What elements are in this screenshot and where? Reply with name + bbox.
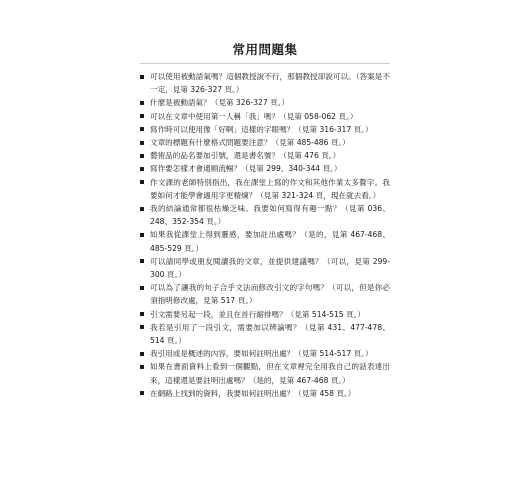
bullet-icon (140, 325, 144, 329)
bullet-icon (140, 259, 144, 263)
faq-item-text: 寫作時可以使用像「好啊」這樣的字眼嗎？（見第 316-317 頁。） (150, 124, 373, 134)
page-title: 常用問題集 (140, 40, 390, 64)
faq-item-text: 在網路上找到的資料，我要如何註明出處？（見第 458 頁。） (150, 388, 356, 398)
bullet-icon (140, 312, 144, 316)
faq-item (140, 281, 390, 307)
faq-item-text: 可以請同學或朋友閱讀我的文章，並提供建議嗎？（可以，見第 299-300 頁。） (150, 256, 390, 280)
bullet-icon (140, 352, 144, 356)
faq-item (140, 70, 390, 96)
faq-item-text: 可以使用被動語氣嗎？這個教授說不行，那個教授卻說可以。（答案是不一定，見第 326-327 頁。） (150, 72, 390, 95)
faq-item (140, 202, 390, 228)
faq-item-text: 作文課的老師特別指出，我在課堂上寫的作文和其他作業太多贅字。我要如何才能學會適用字更精煉？（見第 321-324 頁，現在就去看。） (150, 177, 390, 200)
faq-item-text: 我的結論通常都很枯燥乏味。我要如何寫得有趣一點？（見第 036、248、352-354 頁。） (150, 204, 390, 227)
bullet-icon (140, 141, 144, 145)
faq-item-text: 引文需要另起一段，並且在首行縮排嗎？（見第 514-515 頁。） (150, 309, 366, 319)
faq-item (140, 176, 390, 202)
faq-item (140, 149, 390, 162)
faq-page (140, 40, 390, 400)
faq-item (140, 228, 390, 254)
faq-item (140, 255, 390, 281)
bullet-icon (140, 167, 144, 171)
bullet-icon (140, 101, 144, 105)
faq-item (140, 123, 390, 136)
faq-item-text: 我引用或是概述的內容，要如何註明出處？（見第 514-517 頁。） (150, 349, 373, 359)
faq-item-text: 藝術品的品名要加引號，還是書名號？（見第 476 頁。） (150, 151, 341, 161)
bullet-icon (140, 391, 144, 395)
bullet-icon (140, 233, 144, 237)
faq-item (140, 162, 390, 175)
faq-item (140, 387, 390, 400)
faq-item (140, 96, 390, 109)
faq-item-text: 如果在書面資料上看到一個觀點，但在文章裡完全用我自己的話表達出來，這樣還是要註明出處嗎？（是的，見第 467-468 頁。） (150, 362, 390, 385)
bullet-icon (140, 154, 144, 158)
bullet-icon (140, 286, 144, 290)
faq-list (140, 70, 390, 400)
faq-item (140, 136, 390, 149)
bullet-icon (140, 127, 144, 131)
faq-item (140, 321, 390, 347)
bullet-icon (140, 75, 144, 79)
faq-item (140, 360, 390, 386)
faq-item-text: 寫作要怎樣才會通順流暢？（見第 299、340-344 頁。） (150, 164, 342, 174)
faq-item (140, 347, 390, 360)
faq-item-text: 我若是引用了一段引文，需要加以辨論嗎？（見第 431、477-478、514 頁。） (150, 322, 390, 346)
faq-item-text: 文章的標題有什麼格式問題要注意？（見第 485-486 頁。） (150, 138, 350, 148)
faq-item-text: 可以在文章中使用第一人稱「我」嗎？（見第 058-062 頁。） (150, 111, 358, 121)
bullet-icon (140, 114, 144, 118)
faq-item (140, 308, 390, 321)
faq-item-text: 什麼是被動語氣？（見第 326-327 頁。） (150, 98, 290, 108)
faq-item-text: 可以為了讓我的句子合乎文法而修改引文的字句嗎？（可以，但是你必須指明修改處，見第 517 頁。） (150, 283, 390, 306)
bullet-icon (140, 365, 144, 369)
bullet-icon (140, 180, 144, 184)
bullet-icon (140, 207, 144, 211)
faq-item (140, 110, 390, 123)
faq-item-text: 如果我從課堂上得到靈感，要加註出處嗎？（是的，見第 467-468、485-529 頁。） (150, 230, 390, 253)
